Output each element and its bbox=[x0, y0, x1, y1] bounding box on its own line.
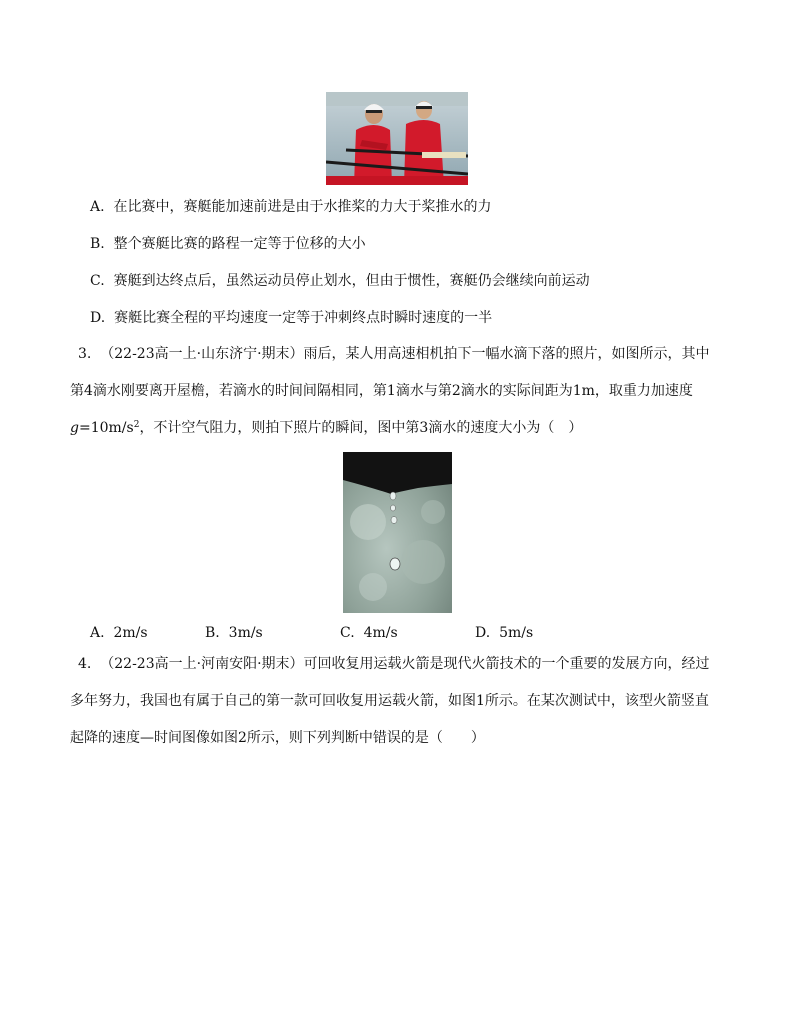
q3-source: （22-23高一上·山东济宁·期末） bbox=[100, 346, 304, 362]
water-drop-photo bbox=[343, 452, 452, 613]
q3-option-d: D. 5m/s bbox=[475, 625, 534, 641]
q3-option-c: C. 4m/s bbox=[340, 625, 398, 641]
q3-stem-line-3: $g=10m/s^2$，不计空气阻力，则拍下照片的瞬间，图中第3滴水的速度大小为（ ） bbox=[70, 420, 583, 436]
q4-stem-line-3: 起降的速度—时间图像如图2所示，则下列判断中错误的是（ ） bbox=[70, 730, 485, 746]
rowing-photo bbox=[326, 92, 468, 185]
q2-option-d: D. 赛艇比赛全程的平均速度一定等于冲刺终点时瞬时速度的一半 bbox=[90, 310, 493, 326]
q2-option-c: C. 赛艇到达终点后，虽然运动员停止划水，但由于惯性，赛艇仍会继续向前运动 bbox=[90, 273, 590, 289]
q4-source: （22-23高一上·河南安阳·期末） bbox=[100, 656, 304, 672]
q4-stem-line-1: 4. （22-23高一上·河南安阳·期末）可回收复用运载火箭是现代火箭技术的一个重要的发展方向，经过 bbox=[78, 656, 710, 672]
q4-stem-line-2: 多年努力，我国也有属于自己的第一款可回收复用运载火箭，如图1所示。在某次测试中，该型火箭竖直 bbox=[70, 693, 709, 709]
q3-number: 3. bbox=[78, 346, 92, 362]
q2-option-a: A. 在比赛中，赛艇能加速前进是由于水推桨的力大于桨推水的力 bbox=[90, 199, 492, 215]
q3-stem-line-1: 3. （22-23高一上·山东济宁·期末）雨后，某人用高速相机拍下一幅水滴下落的照片，如图所示，其中 bbox=[78, 346, 710, 362]
q4-number: 4. bbox=[78, 656, 92, 672]
q3-option-a: A. 2m/s bbox=[90, 625, 148, 641]
q3-stem-line-2: 第4滴水刚要离开屋檐，若滴水的时间间隔相同，第1滴水与第2滴水的实际间距为1m，取重力加速度 bbox=[70, 383, 693, 399]
q2-option-b: B. 整个赛艇比赛的路程一定等于位移的大小 bbox=[90, 236, 366, 252]
q3-option-b: B. 3m/s bbox=[205, 625, 263, 641]
